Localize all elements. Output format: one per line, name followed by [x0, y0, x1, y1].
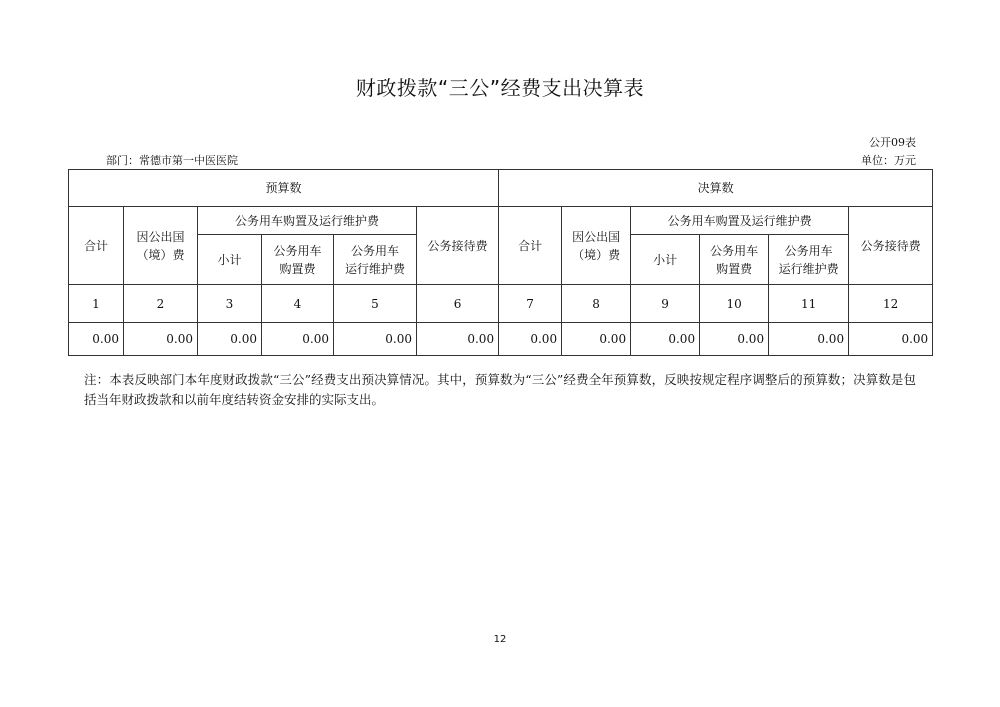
index-cell: 11 — [769, 285, 849, 323]
header-final: 决算数 — [499, 170, 933, 207]
header-budget-vehicle-maint-line2: 运行维护费 — [344, 261, 405, 276]
header-final-vehicle-purchase-line1: 公务用车 — [710, 243, 759, 258]
header-final-vehicle-purchase — [700, 235, 769, 285]
header-final-vehicle-maint — [769, 235, 849, 285]
group-header-row — [69, 170, 933, 207]
value-cell: 0.00 — [69, 323, 124, 356]
value-cell: 0.00 — [499, 323, 562, 356]
header-budget-reception: 公务接待费 — [417, 207, 499, 285]
header-final-vehicle-group: 公务用车购置及运行维护费 — [631, 207, 849, 235]
index-cell: 6 — [417, 285, 499, 323]
three-public-expenses-table — [68, 169, 933, 356]
header-budget-vehicle-purchase — [262, 235, 334, 285]
index-cell: 2 — [124, 285, 198, 323]
value-cell: 0.00 — [417, 323, 499, 356]
header-budget-subtotal: 小计 — [198, 235, 262, 285]
value-cell: 0.00 — [631, 323, 700, 356]
column-header-row — [69, 207, 933, 235]
value-cell: 0.00 — [198, 323, 262, 356]
department-label: 部门：常德市第一中医医院 — [106, 154, 238, 167]
header-budget-vehicle-purchase-line2: 购置费 — [279, 261, 316, 276]
value-cell: 0.00 — [262, 323, 334, 356]
header-budget-abroad-line2: （境）费 — [136, 247, 185, 262]
header-budget-vehicle-maint-line1: 公务用车 — [350, 243, 399, 258]
index-cell: 9 — [631, 285, 700, 323]
value-cell: 0.00 — [700, 323, 769, 356]
index-cell: 12 — [849, 285, 933, 323]
page-number: 12 — [493, 634, 507, 645]
index-cell: 1 — [69, 285, 124, 323]
value-cell: 0.00 — [124, 323, 198, 356]
header-final-total: 合计 — [499, 207, 562, 285]
index-cell: 10 — [700, 285, 769, 323]
header-budget-abroad — [124, 207, 198, 285]
index-row — [69, 285, 933, 323]
header-budget-vehicle-maint — [334, 235, 417, 285]
unit-label: 单位：万元 — [861, 154, 916, 167]
header-final-reception: 公务接待费 — [849, 207, 933, 285]
header-final-abroad-line2: （境）费 — [572, 247, 621, 262]
header-budget-vehicle-group: 公务用车购置及运行维护费 — [198, 207, 417, 235]
index-cell: 7 — [499, 285, 562, 323]
header-budget-vehicle-purchase-line1: 公务用车 — [273, 243, 322, 258]
header-final-vehicle-purchase-line2: 购置费 — [716, 261, 753, 276]
header-budget-total: 合计 — [69, 207, 124, 285]
value-cell: 0.00 — [769, 323, 849, 356]
index-cell: 3 — [198, 285, 262, 323]
page-title: 财政拨款“三公”经费支出决算表 — [355, 76, 645, 100]
value-cell: 0.00 — [849, 323, 933, 356]
header-final-abroad-line1: 因公出国 — [572, 229, 621, 244]
index-cell: 4 — [262, 285, 334, 323]
value-cell: 0.00 — [562, 323, 631, 356]
table-footnote: 注：本表反映部门本年度财政拨款“三公”经费支出预决算情况。其中，预算数为“三公”经费全年预算数，反映按规定程序调整后的预算数；决算数是包括当年财政拨款和以前年度结转资金安排的实际支出。 — [84, 372, 916, 407]
header-final-abroad — [562, 207, 631, 285]
value-cell: 0.00 — [334, 323, 417, 356]
header-final-vehicle-maint-line2: 运行维护费 — [778, 261, 839, 276]
value-row — [69, 323, 933, 356]
form-number: 公开09表 — [869, 136, 916, 149]
index-cell: 8 — [562, 285, 631, 323]
header-final-vehicle-maint-line1: 公务用车 — [784, 243, 833, 258]
header-final-subtotal: 小计 — [631, 235, 700, 285]
index-cell: 5 — [334, 285, 417, 323]
header-budget: 预算数 — [69, 170, 499, 207]
header-budget-abroad-line1: 因公出国 — [136, 229, 185, 244]
